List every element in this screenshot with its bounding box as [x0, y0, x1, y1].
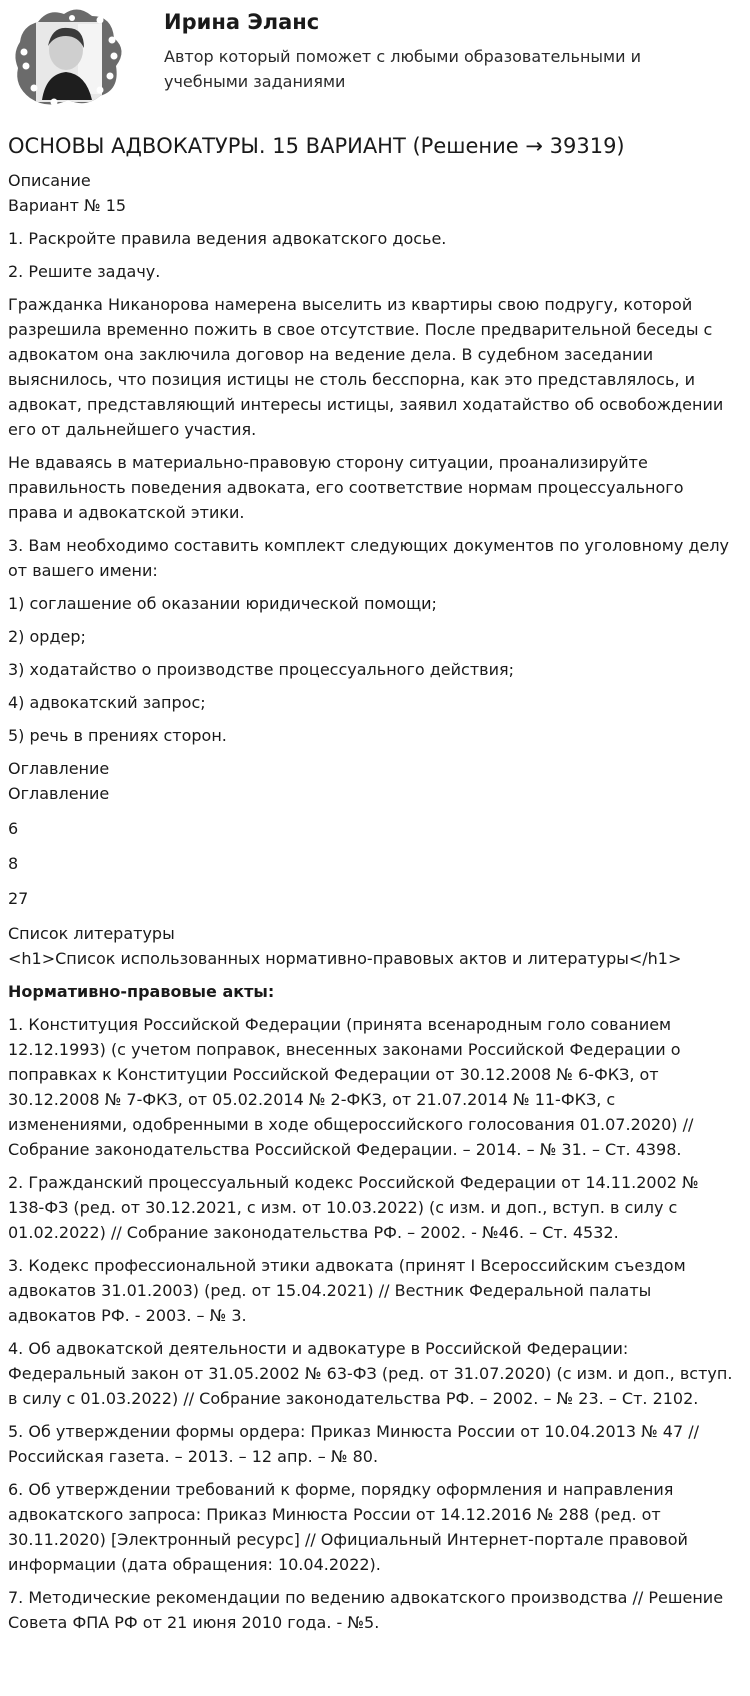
list-item: 3) ходатайство о производстве процессуального действия; — [8, 660, 514, 679]
task-1: 1. Раскройте правила ведения адвокатского досье. — [8, 229, 447, 248]
list-item: 5) речь в прениях сторон. — [8, 726, 227, 745]
toc-heading: Оглавление — [8, 784, 110, 803]
legal-act-item: 4. Об адвокатской деятельности и адвокатуре в Российской Федерации: Федеральный закон от 31.05.2002 № 63-ФЗ (ред. от 31.07.2020) (с изм. и доп., вступ. в силу с 01.03.2022) // Собрание законодательства РФ. – 2002. – № 23. – Ст. 2102. — [8, 1339, 733, 1408]
legal-acts-list — [8, 1012, 736, 1635]
legal-act-item: 3. Кодекс профессиональной этики адвоката (принят I Всероссийским съездом адвокатов 31.01.2003) (ред. от 15.04.2021) // Вестник Федеральной палаты адвокатов РФ. - 2003. – № 3. — [8, 1256, 686, 1325]
author-description: Автор который поможет с любыми образовательными и учебными заданиями — [164, 47, 641, 91]
toc-page-number: 6 — [8, 819, 19, 838]
legal-act-item: 6. Об утверждении требований к форме, порядку оформления и направления адвокатского запроса: Приказ Минюста России от 14.12.2016 № 288 (ред. от 30.11.2020) [Электронный ресурс] // Официальный Интернет-портале правовой информации (дата обращения: 10.04.2022). — [8, 1480, 688, 1574]
list-item: 1) соглашение об оказании юридической помощи; — [8, 594, 437, 613]
author-name[interactable]: Ирина Эланс — [164, 10, 320, 34]
list-item: 2) ордер; — [8, 627, 86, 646]
avatar-photo-icon — [8, 4, 136, 112]
variant-label: Вариант № 15 — [8, 196, 127, 215]
task-2: 2. Решите задачу. — [8, 262, 161, 281]
document-title: ОСНОВЫ АДВОКАТУРЫ. 15 ВАРИАНТ (Решение → 39319) — [8, 134, 625, 158]
toc-page-number: 27 — [8, 889, 29, 908]
task-3: 3. Вам необходимо составить комплект следующих документов по уголовному делу от вашего имени: — [8, 536, 730, 580]
list-item: 4) адвокатский запрос; — [8, 693, 206, 712]
case-question: Не вдаваясь в материально-правовую сторону ситуации, проанализируйте правильность поведения адвоката, его соответствие нормам процессуального права и адвокатской этики. — [8, 453, 684, 522]
case-text: Гражданка Никанорова намерена выселить из квартиры свою подругу, которой разрешила временно пожить в свое отсутствие. После предварительной беседы с адвокатом она заключила договор на ведение дела. В судебном заседании выяснилось, что позиция истицы не столь бесспорна, как это представлялось, и адвокат, представляющий интересы истицы, заявил ходатайство об освобождении его от дальнейшего участия. — [8, 295, 724, 439]
legal-acts-heading: Нормативно-правовые акты: — [8, 982, 275, 1001]
description-label: Описание — [8, 171, 91, 190]
bibliography-label: Список литературы — [8, 924, 175, 943]
author-avatar[interactable] — [8, 4, 136, 112]
document-body — [0, 168, 744, 1635]
author-header — [0, 0, 750, 112]
legal-act-item: 2. Гражданский процессуальный кодекс Российской Федерации от 14.11.2002 № 138-ФЗ (ред. от 30.12.2021, с изм. от 10.03.2022) (с изм. и доп., вступ. в силу с 01.02.2022) // Собрание законодательства РФ. – 2002. - №46. – Ст. 4532. — [8, 1173, 699, 1242]
legal-act-item: 1. Конституция Российской Федерации (принята всенародным голо сованием 12.12.1993) (с учетом поправок, внесенных законами Российской Федерации о поправках к Конституции Российской Федерации от 30.12.2008 № 6-ФКЗ, от 30.12.2008 № 7-ФКЗ, от 05.02.2014 № 2-ФКЗ, от 21.07.2014 № 11-ФКЗ, с изменениями, одобренными в ходе общероссийского голосования 01.07.2020) // Собрание законодательства Российской Федерации. – 2014. – № 31. – Ст. 4398. — [8, 1015, 694, 1159]
toc-page-number: 8 — [8, 854, 19, 873]
legal-act-item: 5. Об утверждении формы ордера: Приказ Минюста России от 10.04.2013 № 47 // Российская газета. – 2013. – 12 апр. – № 80. — [8, 1422, 700, 1466]
documents-list — [8, 591, 736, 748]
bibliography-raw-heading: <h1>Список использованных нормативно-правовых актов и литературы</h1> — [8, 949, 682, 968]
legal-act-item: 7. Методические рекомендации по ведению адвокатского производства // Решение Совета ФПА РФ от 21 июня 2010 года. - №5. — [8, 1588, 724, 1632]
toc-label: Оглавление — [8, 759, 110, 778]
